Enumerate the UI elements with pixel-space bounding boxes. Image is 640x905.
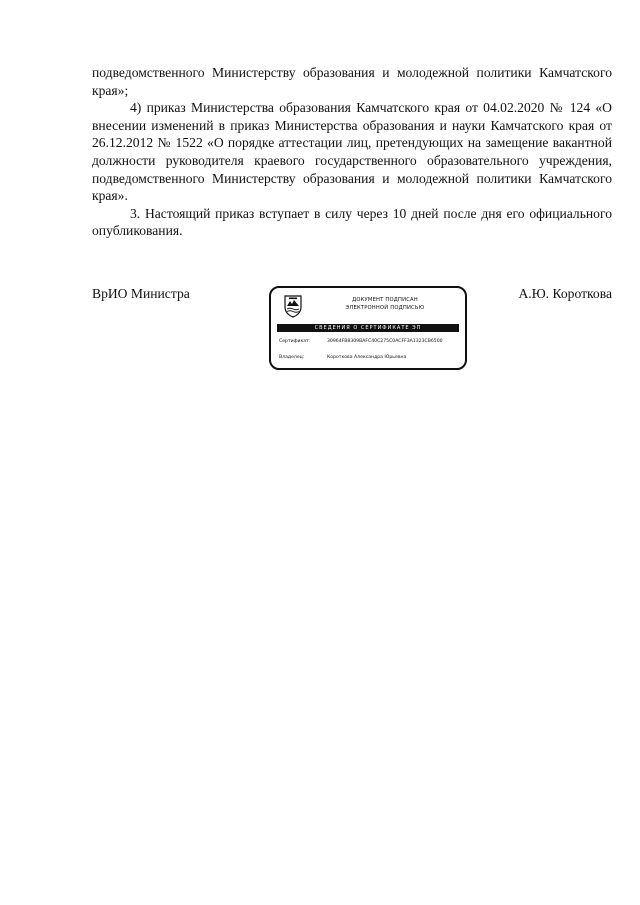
certificate-label: Сертификат: — [279, 339, 311, 344]
certificate-value: 30964FB8309BAFC40C275C0ACFF3A1323CB6500 — [327, 339, 443, 344]
stamp-certificate-bar: СВЕДЕНИЯ О СЕРТИФИКАТЕ ЭП — [277, 324, 459, 332]
signatory-name: А.Ю. Короткова — [518, 286, 612, 301]
document-body — [92, 64, 612, 240]
stamp-header — [311, 296, 459, 312]
stamp-owner-line — [279, 354, 459, 361]
electronic-signature-stamp — [269, 286, 467, 370]
kamchatka-coat-of-arms-icon — [283, 294, 303, 318]
paragraph-item-4: 4) приказ Министерства образования Камчатского края от 04.02.2020 № 124 «О внесении изменений в приказ Министерства образования и науки Камчатского края от 26.12.2012 № 1522 «О порядке аттестации лиц, претендующих на замещение вакантной должности руководителя краевого государственного образовательного учреждения, подведомственного Министерству образования и молодежной политики Камчатского края». — [92, 100, 612, 204]
paragraph-continuation: подведомственного Министерству образования и молодежной политики Камчатского края»; — [92, 65, 612, 98]
owner-value: Короткова Александра Юрьевна — [327, 355, 407, 360]
stamp-header-line2: ЭЛЕКТРОННОЙ ПОДПИСЬЮ — [345, 305, 425, 311]
owner-label: Владелец: — [279, 355, 305, 360]
signature-block — [0, 286, 640, 376]
signatory-title: ВрИО Министра — [92, 286, 190, 301]
stamp-certificate-line — [279, 338, 459, 345]
stamp-header-line1: ДОКУМЕНТ ПОДПИСАН — [352, 297, 418, 303]
paragraph-clause-3: 3. Настоящий приказ вступает в силу через 10 дней после дня его официального опубликования. — [92, 205, 612, 239]
